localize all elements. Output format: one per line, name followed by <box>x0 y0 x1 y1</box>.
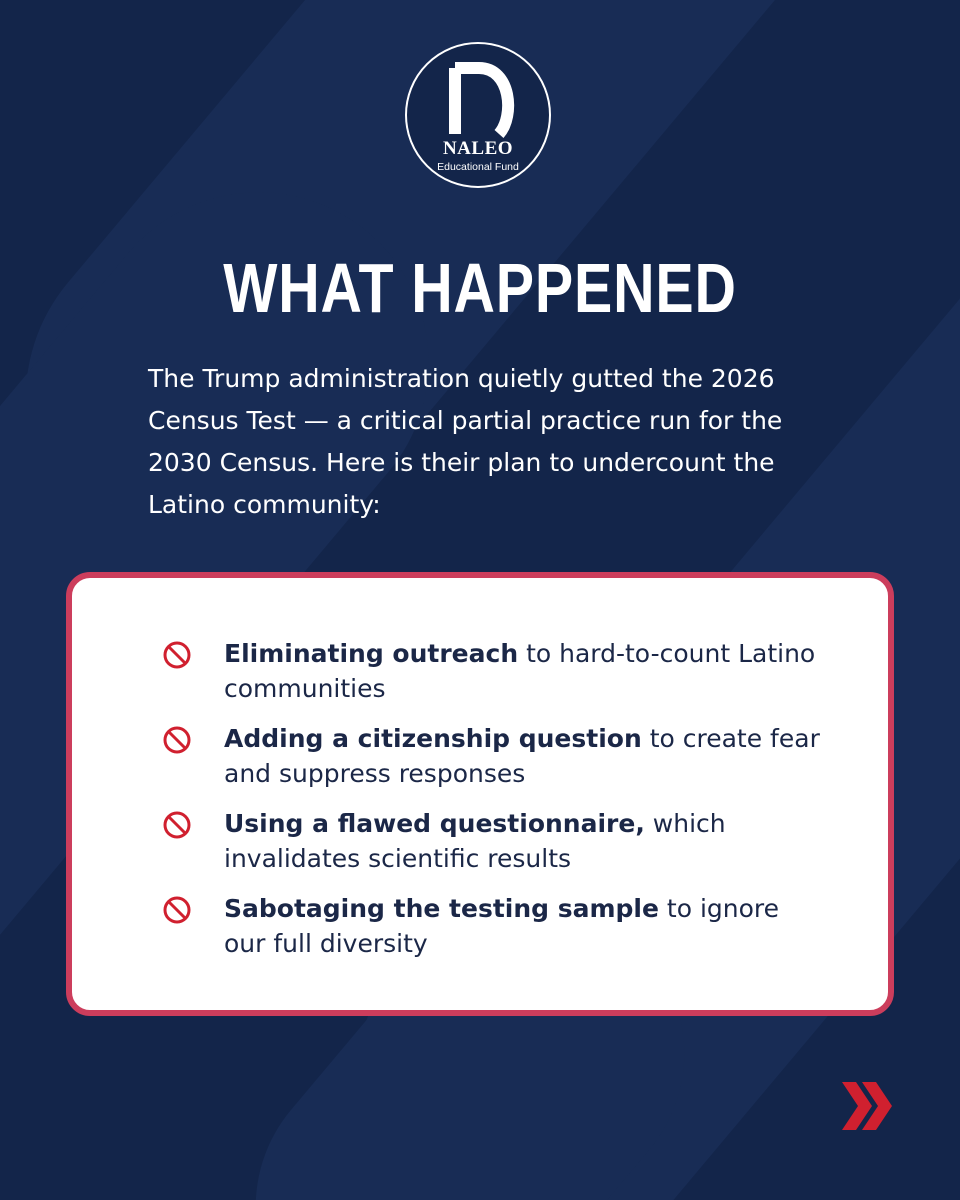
item-bold: Using a flawed questionnaire, <box>224 809 645 838</box>
prohibited-icon <box>162 810 192 840</box>
item-bold: Sabotaging the testing sample <box>224 894 659 923</box>
intro-paragraph: The Trump administration quietly gutted the 2026 Census Test — a critical partial practice run for the 2030 Census. Here is their plan to undercount the Latino community: <box>148 364 783 519</box>
logo-subtitle: Educational Fund <box>437 161 519 173</box>
item-rest: to ignore our full diversity <box>224 894 780 958</box>
logo-wordmark: NALEO <box>442 138 514 159</box>
plan-list <box>162 636 822 976</box>
item-rest: to hard-to-count Latino communities <box>224 639 816 703</box>
item-bold: Eliminating outreach <box>224 639 519 668</box>
page-title: WHAT HAPPENED <box>223 249 737 327</box>
item-rest: which invalidates scientific results <box>224 809 726 873</box>
plan-card <box>66 572 894 1016</box>
double-chevron-right-icon[interactable] <box>838 1080 894 1132</box>
list-item <box>162 636 822 721</box>
prohibited-icon <box>162 640 192 670</box>
item-bold: Adding a citizenship question <box>224 724 642 753</box>
naleo-logo <box>405 42 551 188</box>
item-text <box>224 891 822 961</box>
item-text <box>224 721 822 791</box>
list-item <box>162 891 822 976</box>
list-item <box>162 721 822 806</box>
item-text <box>224 636 822 706</box>
item-rest: to create fear and suppress responses <box>224 724 820 788</box>
list-item <box>162 806 822 891</box>
item-text <box>224 806 822 876</box>
prohibited-icon <box>162 725 192 755</box>
prohibited-icon <box>162 895 192 925</box>
